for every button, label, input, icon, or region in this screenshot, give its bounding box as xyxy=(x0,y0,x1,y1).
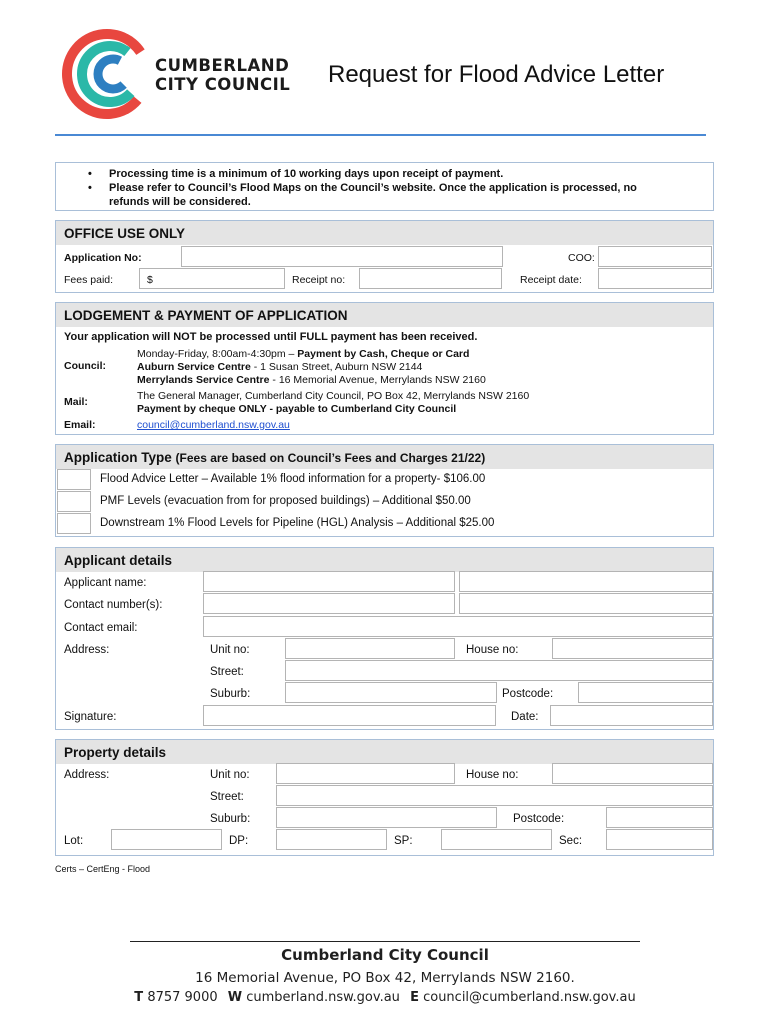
council-email-link[interactable]: council@cumberland.nsw.gov.au xyxy=(137,419,290,431)
lot-label: Lot: xyxy=(64,835,84,847)
house-no-field[interactable] xyxy=(552,638,713,659)
coo-label: COO: xyxy=(568,252,595,264)
footer-email: council@cumberland.nsw.gov.au xyxy=(423,990,636,1005)
property-postcode-field[interactable] xyxy=(606,807,713,828)
email-label: Email: xyxy=(64,419,96,431)
web-label: W xyxy=(227,990,243,1005)
contact-email-field[interactable] xyxy=(203,616,713,637)
email-label-footer: E xyxy=(410,990,419,1005)
document-reference: Certs – CertEng - Flood xyxy=(55,864,151,874)
property-heading: Property details xyxy=(56,740,713,764)
sec-field[interactable] xyxy=(606,829,713,850)
office-use-heading: OFFICE USE ONLY xyxy=(56,221,713,245)
logo-name xyxy=(155,56,290,94)
council-hours: Monday-Friday, 8:00am-4:30pm – xyxy=(137,348,298,360)
sp-label: SP: xyxy=(394,835,413,847)
payment-methods: Payment by Cash, Cheque or Card xyxy=(297,348,470,360)
sec-label: Sec: xyxy=(559,835,583,847)
option-label: Flood Advice Letter – Available 1% flood information for a property- $106.00 xyxy=(100,473,486,485)
application-type-section xyxy=(55,444,714,537)
property-postcode-label: Postcode: xyxy=(513,813,565,825)
applicant-heading: Applicant details xyxy=(56,548,713,572)
contact-number-label: Contact number(s): xyxy=(64,599,163,611)
lot-field[interactable] xyxy=(111,829,222,850)
note-text: Please refer to Council’s Flood Maps on the Council’s website. Once the application is processed, no refunds will be considered. xyxy=(109,182,637,208)
lodgement-heading: LODGEMENT & PAYMENT OF APPLICATION xyxy=(56,303,713,327)
application-type-title: Application Type xyxy=(64,450,172,465)
receipt-no-field[interactable] xyxy=(359,268,502,289)
coo-field[interactable] xyxy=(598,246,712,267)
application-type-heading xyxy=(56,445,713,469)
dollar-sign: $ xyxy=(147,274,153,286)
street-field[interactable] xyxy=(285,660,713,681)
footer-address: 16 Memorial Avenue, PO Box 42, Merrylands NSW 2160. xyxy=(195,970,575,986)
logo-line-2: CITY COUNCIL xyxy=(155,75,291,94)
note-text: Processing time is a minimum of 10 working days upon receipt of payment. xyxy=(109,168,504,180)
receipt-date-label: Receipt date: xyxy=(520,274,582,286)
date-field[interactable] xyxy=(550,705,713,726)
phone-label: T xyxy=(134,990,144,1005)
mail-address: The General Manager, Cumberland City Council, PO Box 42, Merrylands NSW 2160 xyxy=(137,390,530,402)
postcode-field[interactable] xyxy=(578,682,713,703)
logo-line-1: CUMBERLAND xyxy=(155,56,290,75)
footer-phone: 8757 9000 xyxy=(147,990,218,1005)
footer-web: cumberland.nsw.gov.au xyxy=(246,990,400,1005)
council-logo xyxy=(58,26,158,122)
header-divider xyxy=(55,134,706,136)
option-label: PMF Levels (evacuation from for proposed buildings) – Additional $50.00 xyxy=(100,495,471,507)
address-label: Address: xyxy=(64,644,110,656)
footer-org-name: Cumberland City Council xyxy=(281,946,489,964)
property-street-field[interactable] xyxy=(276,785,713,806)
dp-field[interactable] xyxy=(276,829,387,850)
postcode-label: Postcode: xyxy=(502,688,554,700)
date-label: Date: xyxy=(511,711,539,723)
property-house-no-field[interactable] xyxy=(552,763,713,784)
page-title: Request for Flood Advice Letter xyxy=(328,61,665,88)
mail-label: Mail: xyxy=(64,396,88,408)
applicant-section xyxy=(55,547,714,730)
merrylands-centre-name: Merrylands Service Centre xyxy=(137,374,270,386)
fees-paid-label: Fees paid: xyxy=(64,274,114,286)
signature-field[interactable] xyxy=(203,705,496,726)
property-unit-no-label: Unit no: xyxy=(210,769,250,781)
office-use-section xyxy=(55,220,714,293)
property-section xyxy=(55,739,714,856)
unit-no-field[interactable] xyxy=(285,638,455,659)
council-label: Council: xyxy=(64,360,106,372)
note-item: • Please refer to Council’s Flood Maps on the Council’s website. Once the application is processed, no refunds will be considered. xyxy=(88,182,637,208)
notes-list xyxy=(88,167,669,209)
merrylands-centre-address: - 16 Memorial Avenue, Merrylands NSW 2160 xyxy=(269,374,486,386)
applicant-name-label: Applicant name: xyxy=(64,577,147,589)
unit-no-label: Unit no: xyxy=(210,644,250,656)
footer-divider xyxy=(130,941,640,942)
footer-contacts xyxy=(130,990,640,1005)
mail-payment-note: Payment by cheque ONLY - payable to Cumberland City Council xyxy=(137,403,457,415)
dp-label: DP: xyxy=(229,835,249,847)
sp-field[interactable] xyxy=(441,829,552,850)
option-label: Downstream 1% Flood Levels for Pipeline (HGL) Analysis – Additional $25.00 xyxy=(100,517,495,529)
notes-box xyxy=(55,162,714,211)
mail-details xyxy=(137,390,529,416)
street-label: Street: xyxy=(210,666,244,678)
auburn-centre-address: - 1 Susan Street, Auburn NSW 2144 xyxy=(250,361,423,373)
option-checkbox[interactable] xyxy=(57,513,91,534)
applicant-name-field-1[interactable] xyxy=(203,571,455,592)
auburn-centre-name: Auburn Service Centre xyxy=(137,361,251,373)
application-type-note: (Fees are based on Council’s Fees and Charges 21/22) xyxy=(175,451,486,465)
contact-email-label: Contact email: xyxy=(64,622,138,634)
option-checkbox[interactable] xyxy=(57,469,91,490)
option-checkbox[interactable] xyxy=(57,491,91,512)
property-suburb-field[interactable] xyxy=(276,807,497,828)
property-street-label: Street: xyxy=(210,791,244,803)
receipt-no-label: Receipt no: xyxy=(292,274,346,286)
property-address-label: Address: xyxy=(64,769,110,781)
application-no-label: Application No: xyxy=(64,252,142,264)
applicant-name-field-2[interactable] xyxy=(459,571,713,592)
property-house-no-label: House no: xyxy=(466,769,519,781)
suburb-field[interactable] xyxy=(285,682,497,703)
suburb-label: Suburb: xyxy=(210,688,251,700)
contact-number-field-1[interactable] xyxy=(203,593,455,614)
council-details xyxy=(137,348,486,387)
contact-number-field-2[interactable] xyxy=(459,593,713,614)
property-suburb-label: Suburb: xyxy=(210,813,251,825)
fees-paid-field[interactable] xyxy=(139,268,285,289)
property-unit-no-field[interactable] xyxy=(276,763,455,784)
logo-mark-icon xyxy=(58,26,158,122)
lodgement-section xyxy=(55,302,714,435)
receipt-date-field[interactable] xyxy=(598,268,712,289)
application-no-field[interactable] xyxy=(181,246,503,267)
payment-warning: Your application will NOT be processed until FULL payment has been received. xyxy=(64,331,478,343)
note-item: • Processing time is a minimum of 10 working days upon receipt of payment. xyxy=(88,168,504,180)
house-no-label: House no: xyxy=(466,644,519,656)
signature-label: Signature: xyxy=(64,711,117,723)
